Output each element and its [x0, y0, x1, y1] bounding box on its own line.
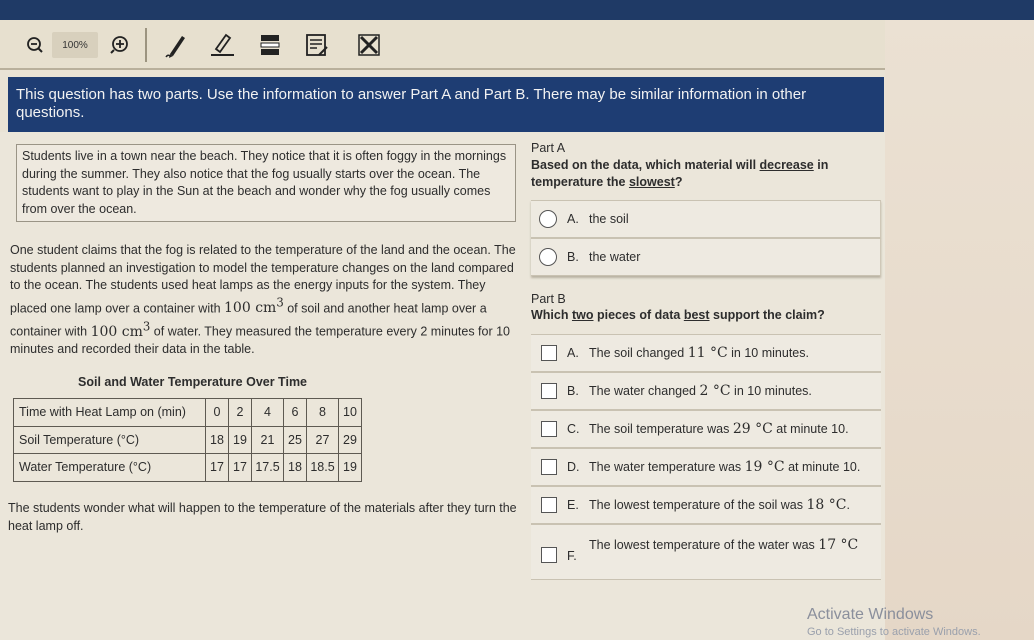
option-text-part: The soil changed [589, 346, 688, 360]
question-text: ? [674, 175, 683, 189]
question-emphasis: two [571, 308, 594, 322]
option-math: 29 °C [732, 421, 773, 437]
question-content [0, 132, 885, 640]
option-text-part: in 10 minutes. [727, 346, 809, 360]
question-emphasis: best [683, 308, 710, 322]
question-text: in temperature the [531, 158, 829, 189]
table-cell: 27 [307, 426, 339, 454]
option-text: the water [589, 250, 641, 264]
radio-button[interactable] [539, 248, 557, 266]
passage-paragraph-2 [10, 242, 520, 359]
table-cell: 21 [252, 426, 284, 454]
option-letter: E. [567, 498, 579, 512]
option-letter: B. [567, 250, 579, 264]
window-top-bar [0, 0, 1034, 20]
option-text-part: at minute 10. [784, 460, 861, 474]
activate-windows-title: Activate Windows [807, 606, 934, 623]
part-b-option-f[interactable] [531, 524, 881, 580]
math-exponent: 3 [276, 295, 284, 310]
table-title: Soil and Water Temperature Over Time [78, 375, 308, 389]
table-row [14, 399, 362, 427]
zoom-out-icon[interactable] [24, 32, 46, 58]
math-volume [90, 319, 151, 340]
data-table [13, 398, 362, 482]
question-emphasis: slowest [628, 175, 675, 189]
activate-windows-subtitle: Go to Settings to activate Windows. [807, 626, 981, 638]
option-text-part: at minute 10. [772, 422, 849, 436]
pencil-icon[interactable] [163, 32, 189, 58]
table-cell: 10 [339, 399, 362, 427]
option-text [589, 421, 849, 437]
part-a-label: Part A [531, 141, 566, 155]
instructions-banner: This question has two parts. Use the information to answer Part A and Part B. There may be similar information in other questions. [8, 77, 884, 132]
table-cell: 17.5 [252, 454, 284, 482]
question-text: Which [531, 308, 572, 322]
option-letter: C. [567, 422, 580, 436]
option-text [589, 497, 850, 513]
option-text [589, 383, 812, 399]
checkbox[interactable] [541, 345, 557, 361]
toolbar-separator [145, 28, 147, 62]
option-text [589, 345, 809, 361]
table-cell: 19 [339, 454, 362, 482]
table-cell: 17 [206, 454, 229, 482]
passage-text: of water. They measured the temperature every 2 minutes for 10 minutes and recorded their data in the table. [10, 324, 511, 357]
question-text: pieces of data [593, 308, 684, 322]
option-math: 2 °C [699, 383, 731, 399]
part-a-question [531, 157, 851, 191]
option-letter: F. [567, 549, 577, 563]
option-math: 11 °C [687, 345, 728, 361]
checkbox[interactable] [541, 421, 557, 437]
table-cell: 18 [206, 426, 229, 454]
option-text-part: The water changed [589, 384, 700, 398]
table-cell: 18 [284, 454, 307, 482]
question-text: support the claim? [709, 308, 825, 322]
option-text-part: The lowest temperature of the water was [589, 538, 819, 552]
part-b-question [531, 307, 871, 324]
option-text-part: . [846, 498, 850, 512]
zoom-in-icon[interactable] [108, 32, 132, 58]
table-row [14, 426, 362, 454]
part-b-option-d[interactable] [531, 448, 881, 486]
math-value: 100 cm [224, 300, 277, 317]
table-cell: 25 [284, 426, 307, 454]
toolbar [0, 20, 885, 70]
line-reader-icon[interactable] [259, 32, 281, 58]
table-cell: 2 [229, 399, 252, 427]
table-cell: 6 [284, 399, 307, 427]
passage-text: of soil and another heat lamp over a container with [10, 301, 487, 339]
option-letter: D. [567, 460, 580, 474]
row-header: Time with Heat Lamp on (min) [14, 399, 206, 427]
option-text [589, 537, 858, 553]
option-letter: B. [567, 384, 579, 398]
background-margin [885, 20, 1034, 640]
checkbox[interactable] [541, 459, 557, 475]
row-header: Soil Temperature (°C) [14, 426, 206, 454]
option-text: the soil [589, 212, 629, 226]
question-emphasis: decrease [759, 158, 814, 172]
table-cell: 19 [229, 426, 252, 454]
checkbox[interactable] [541, 547, 557, 563]
table-cell: 0 [206, 399, 229, 427]
answer-eliminator-icon[interactable] [356, 32, 382, 58]
checkbox[interactable] [541, 383, 557, 399]
option-math: 17 °C [818, 537, 859, 553]
option-text-part: The water temperature was [589, 460, 745, 474]
math-volume [224, 295, 284, 317]
option-text [589, 459, 860, 475]
part-b-option-b[interactable] [531, 372, 881, 410]
passage-intro: Students live in a town near the beach. They notice that it is often foggy in the mornings during the summer. They also notice that the fog usually starts over the ocean. The students want to play in the Sun at the beach and wonder why the fog usually comes from over the ocean. [22, 149, 507, 216]
table-row [14, 454, 362, 482]
table-cell: 4 [252, 399, 284, 427]
math-value: 100 cm [90, 323, 143, 340]
option-math: 18 °C [806, 497, 847, 513]
part-b-option-e[interactable] [531, 486, 881, 524]
part-a-option-b[interactable] [531, 238, 881, 276]
math-exponent: 3 [142, 319, 151, 334]
table-cell: 17 [229, 454, 252, 482]
checkbox[interactable] [541, 497, 557, 513]
question-text: Based on the data, which material will [531, 158, 760, 172]
table-cell: 8 [307, 399, 339, 427]
part-b-option-c[interactable] [531, 410, 881, 448]
row-header: Water Temperature (°C) [14, 454, 206, 482]
highlighter-icon[interactable] [207, 32, 237, 58]
option-text-part: in 10 minutes. [730, 384, 812, 398]
option-text-part: The soil temperature was [589, 422, 733, 436]
part-a-option-a[interactable] [531, 200, 881, 238]
passage-text: One student claims that the fog is related to the temperature of the land and the ocean. The students planned an investigation to model the temperature changes on the land compared to the ocean. The students used heat lamps as the energy inputs for the system. They placed one lamp over a container with [10, 243, 516, 316]
notepad-icon[interactable] [304, 32, 330, 58]
table-cell: 18.5 [307, 454, 339, 482]
zoom-level: 100% [52, 32, 98, 58]
option-letter: A. [567, 346, 579, 360]
part-b-label: Part B [531, 292, 566, 306]
table-cell: 29 [339, 426, 362, 454]
part-b-option-a[interactable] [531, 334, 881, 372]
option-text-part: The lowest temperature of the soil was [589, 498, 807, 512]
option-letter: A. [567, 212, 579, 226]
option-math: 19 °C [744, 459, 785, 475]
passage-paragraph-3: The students wonder what will happen to the temperature of the materials after they turn the heat lamp off. [8, 501, 517, 533]
radio-button[interactable] [539, 210, 557, 228]
